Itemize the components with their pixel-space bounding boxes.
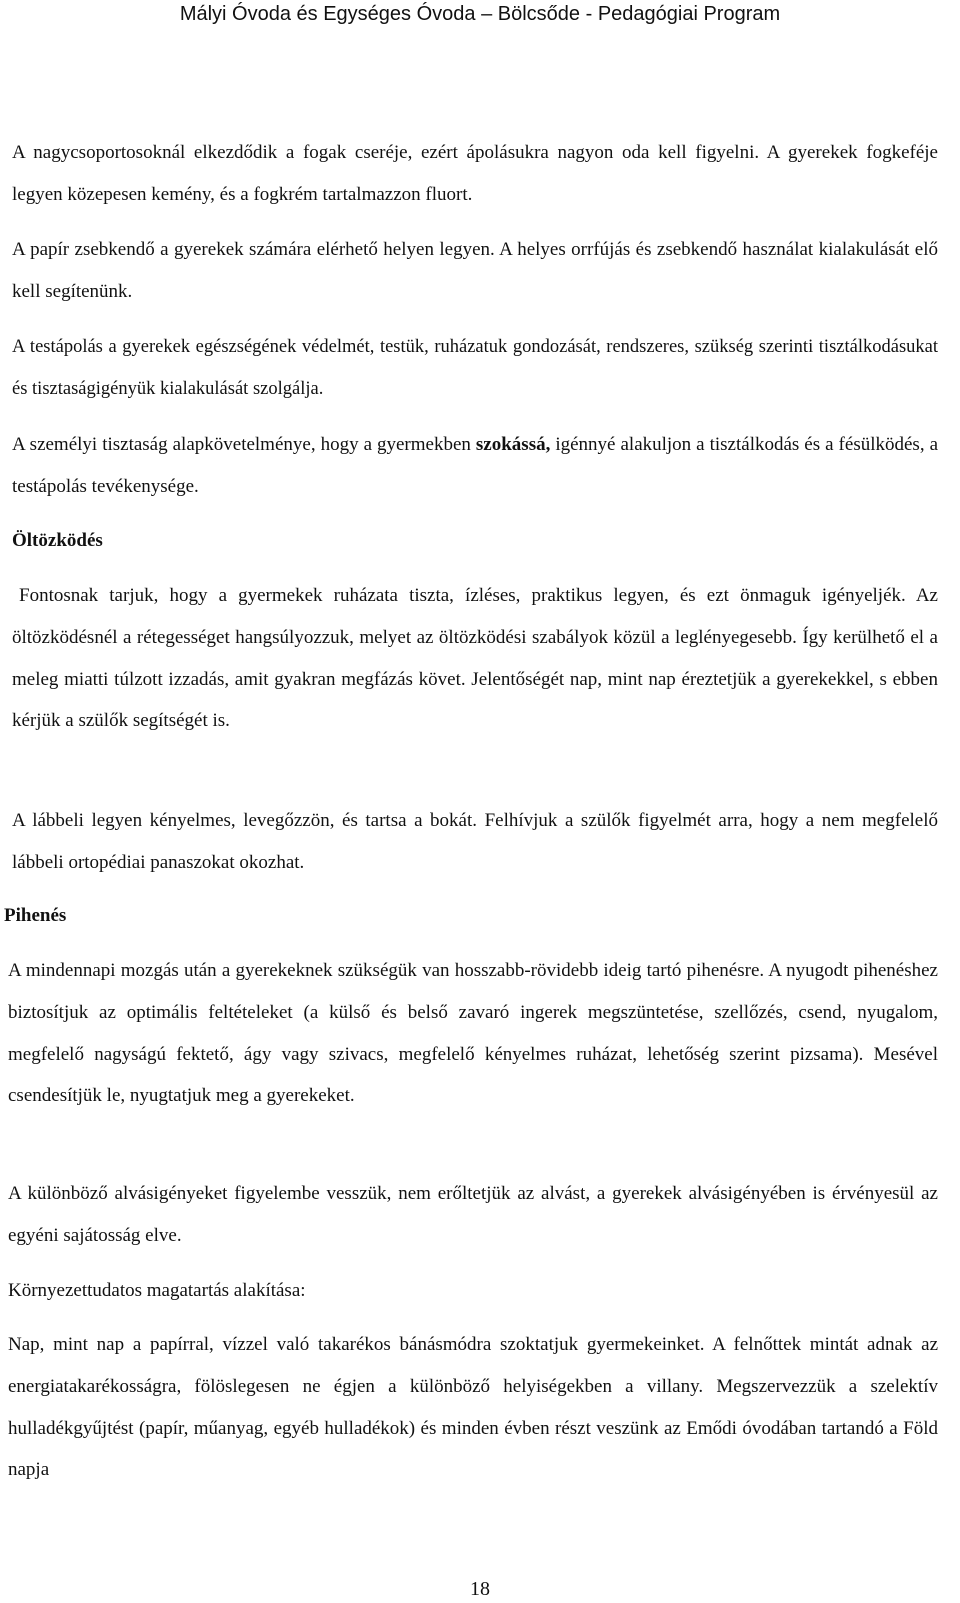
paragraph-teeth: A nagycsoportosoknál elkezdődik a fogak cseréje, ezért ápolásukra nagyon oda kell figyelni. A gyerekek fogkeféje legyen közepesen kemény, és a fogkrém tartalmazzon fluort.: [12, 142, 938, 205]
paragraph-personal-hygiene: [12, 424, 938, 508]
paragraph-environment: Nap, mint nap a papírral, vízzel való takarékos bánásmódra szoktatjuk gyermekeinket. A felnőttek mintát adnak az energiatakarékosságra, fölöslegesen ne égjen a különböző helyiségekben a villany. Megszervezzük a szelektív hulladékgyűjtést (papír, műanyag, egyéb hulladékok) és minden évben részt veszünk az Emődi óvodában tartandó a Föld napja: [8, 1334, 938, 1481]
paragraph-tissue: A papír zsebkendő a gyerekek számára elérhető helyen legyen. A helyes orrfújás és zsebkendő használat kialakulását elő kell segítenünk.: [12, 239, 938, 302]
heading-dressing: Öltözködés: [12, 530, 103, 551]
paragraph-personal-hygiene-text-1: A személyi tisztaság alapkövetelménye, hogy a gyermekben: [12, 434, 476, 455]
emphasis-habit: szokássá,: [475, 434, 551, 455]
paragraph-footwear: A lábbeli legyen kényelmes, levegőzzön, és tartsa a bokát. Felhívjuk a szülők figyelmét arra, hogy a nem megfelelő lábbeli ortopédiai panaszokat okozhat.: [12, 810, 938, 873]
paragraph-rest: A mindennapi mozgás után a gyerekeknek szükségük van hosszabb-rövidebb ideig tartó pihenésre. A nyugodt pihenéshez biztosítjuk az optimális feltételeket (a külső és belső zavaró ingerek megszüntetése, szellőzés, csend, nyugalom, megfelelő nagyságú fektető, ágy vagy szivacs, megfelelő kényelmes ruházat, lehetőség szerint pizsama). Mesével csendesítjük le, nyugtatjuk meg a gyerekeket.: [8, 960, 938, 1107]
paragraph-sleep-needs: A különböző alvásigényeket figyelembe vesszük, nem erőltetjük az alvást, a gyerekek alvásigényében is érvényesül az egyéni sajátosság elve.: [8, 1183, 938, 1246]
paragraph-body-care: A testápolás a gyerekek egészségének védelmét, testük, ruházatuk gondozását, rendszeres, szükség szerinti tisztálkodásukat és tisztaságigényük kialakulását szolgálja.: [12, 337, 938, 399]
paragraph-clothing: Fontosnak tarjuk, hogy a gyermekek ruházata tiszta, ízléses, praktikus legyen, és ezt önmaguk igényeljék. Az öltözködésnél a rétegességet hangsúlyozzuk, melyet az öltözködési szabályok közül a leglényegesebb. Így kerülhető el a meleg miatti túlzott izzadás, amit gyakran megfázás követ. Jelentőségét nap, mint nap éreztetjük a gyerekekkel, s ebben kérjük a szülők segítségét is.: [12, 585, 938, 732]
heading-rest: Pihenés: [4, 905, 67, 926]
heading-environment: Környezettudatos magatartás alakítása:: [8, 1280, 306, 1301]
page-number: 18: [470, 1578, 490, 1600]
paragraph-personal-hygiene-text-2: igénnyé alakuljon a tisztálkodás és a fésülködés, a testápolás tevékenysége.: [12, 434, 938, 497]
running-header: Mályi Óvoda és Egységes Óvoda – Bölcsőde - Pedagógiai Program: [179, 3, 781, 25]
